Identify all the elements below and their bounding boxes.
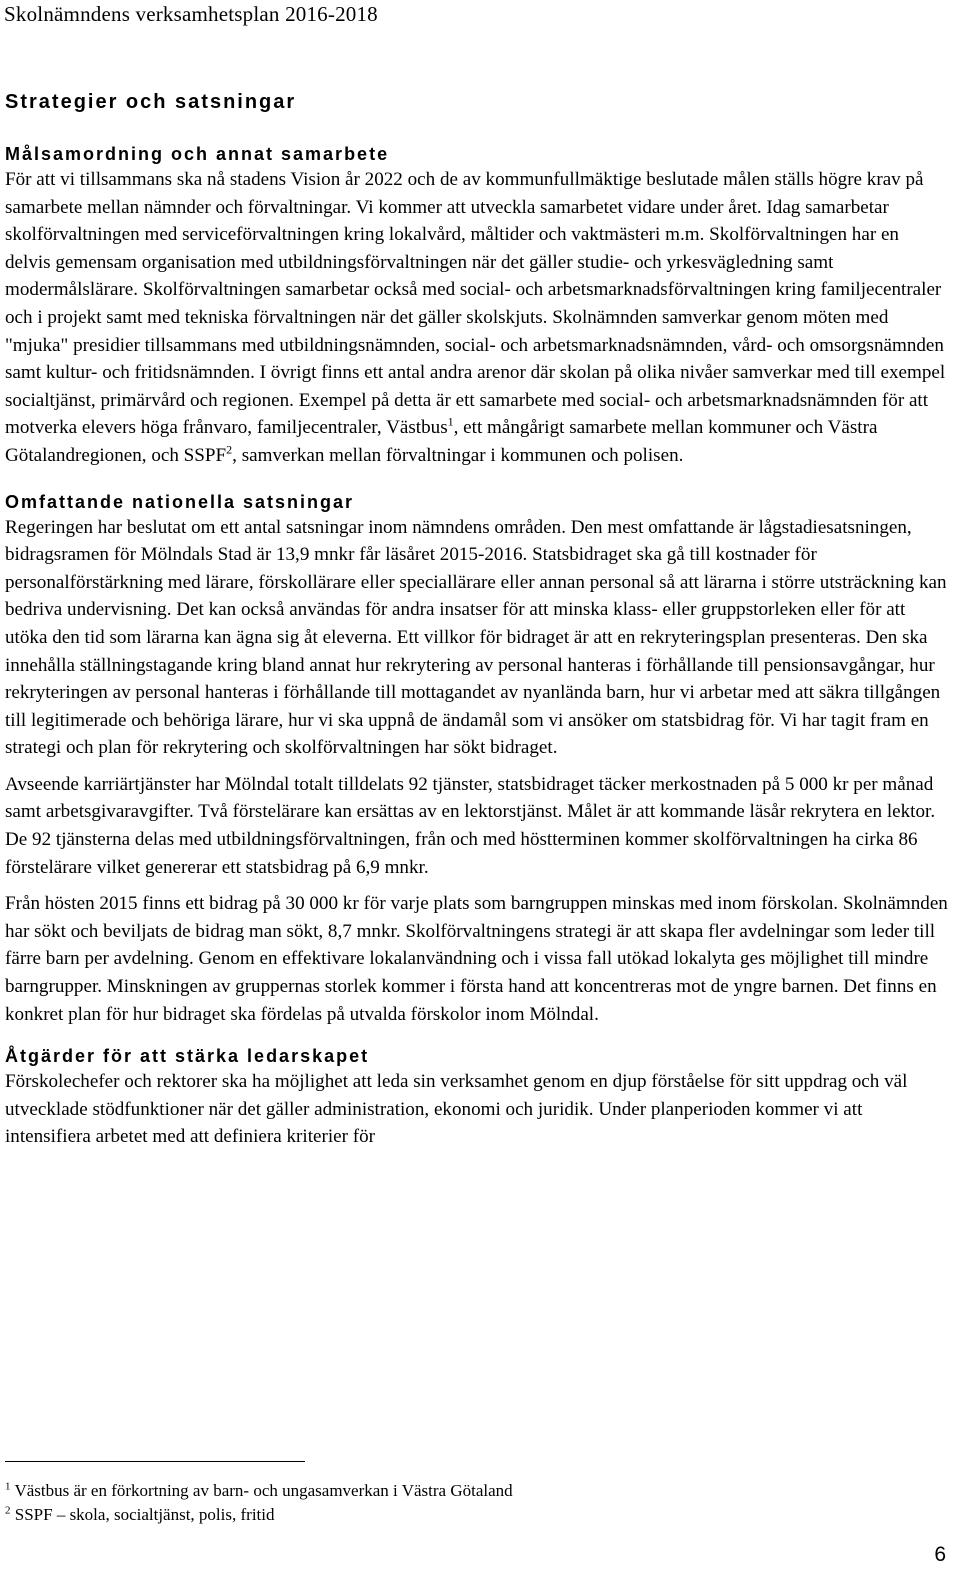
subheading-ledarskap: Åtgärder för att stärka ledarskapet — [5, 1046, 370, 1067]
subheading-nationella-satsningar: Omfattande nationella satsningar — [5, 491, 355, 512]
paragraph-lagstadiesatsning: Regeringen har beslutat om ett antal satsningar inom nämndens områden. Den mest omfattande är lågstadiesatsningen, bidragsramen för Mölndals Stad är 13,9 mnkr får läsåret 2015-2016. Statsbidraget ska gå till kostnader för personalförstärkning med lärare, förskollärare eller speciallärare eller annan personal så att lärarna i större utsträckning kan bedriva undervisning. Det kan också användas för andra insatser för att minska klass- eller gruppstorleken eller för att utöka den tid som lärarna kan ägna sig åt eleverna. Ett villkor för bidraget är att en rekryteringsplan presenteras. Den ska innehålla ställningstagande kring bland annat hur rekrytering av personal hanteras i förhållande till pensionsavgångar, hur rekryteringen av personal hanteras i förhållande till mottagandet av nyanlända barn, hur vi arbetar med att säkra tillgången till legitimerade och behöriga lärare, hur vi ska uppnå de ändamål som vi ansöker om statsbidrag för. Vi har tagit fram en strategi och plan för rekrytering och skolförvaltningen har sökt bidraget. — [5, 516, 947, 759]
paragraph-text: , ett mångårigt samarbete mellan kommuner och Västra Götalandregionen, och SSPF — [5, 417, 878, 466]
page-number: 6 — [934, 1543, 946, 1566]
paragraph-text: För att vi tillsammans ska nå stadens Vision år 2022 och de av kommunfullmäktige beslutade målen ställs högre krav på samarbete mellan nämnder och förvaltningar. Vi kommer att utveckla samarbetet vidare under året. Idag samarbetar skolförvaltningen med serviceförvaltningen kring lokalvård, måltider och vaktmästeri m.m. Skolförvaltningen har en delvis gemensam organisation med utbildningsförvaltningen när det gäller studie- och yrkesvägledning samt modermålslärare. Skolförvaltningen samarbetar också med social- och arbetsmarknadsförvaltningen kring familjecentraler och i projekt samt med tekniska förvaltningen när det gäller skolskjuts. Skolnämnden samverkar genom möten med "mjuka" presidier tillsammans med utbildningsnämnden, social- och arbetsmarknadsnämnden, vård- och omsorgsnämnden samt kultur- och fritidsnämnden. I övrigt finns ett antal andra arenor där skolan på olika nivåer samverkar med till exempel socialtjänst, primärvård och regionen. Exempel på detta är ett samarbete med social- och arbetsmarknadsnämnden för att motverka elevers höga frånvaro, familjecentraler, Västbus — [5, 169, 946, 439]
main-content — [5, 90, 949, 1151]
paragraph-ledarskap: Förskolechefer och rektorer ska ha möjlighet att leda sin verksamhet genom en djup förståelse för sitt uppdrag och väl utvecklade stödfunktioner när det gäller administration, ekonomi och juridik. Under planperioden kommer vi att intensifiera arbetet med att definiera kriterier för — [5, 1071, 908, 1148]
footnote-ref-1: 1 — [447, 414, 454, 429]
paragraph-malsamordning — [5, 166, 949, 470]
paragraph-forskola-bidrag: Från hösten 2015 finns ett bidrag på 30 000 kr för varje plats som barngruppen minskas med inom förskolan. Skolnämnden har sökt och beviljats de bidrag man sökt, 8,7 mnkr. Skolförvaltningens strategi är att skapa fler avdelningar som leder till färre barn per avdelning. Genom en effektivare lokalanvändning och i vissa fall utökad lokalyta ges möjlighet till mindre barngrupper. Minskningen av gruppernas storlek kommer i första hand att koncentreras mot de yngre barnen. Det finns en konkret plan för hur bidraget ska fördelas på utvalda förskolor inom Mölndal. — [5, 893, 948, 1025]
footnote-text: SSPF – skola, socialtjänst, polis, fritid — [14, 1505, 275, 1524]
footnote-text: Västbus är en förkortning av barn- och ungasamverkan i Västra Götaland — [14, 1481, 513, 1500]
footnote-number: 1 — [5, 1480, 11, 1493]
footnotes — [5, 1479, 513, 1527]
footnote-2 — [5, 1503, 513, 1527]
paragraph-text: , samverkan mellan förvaltningar i kommunen och polisen. — [232, 444, 684, 466]
footnote-1 — [5, 1479, 513, 1503]
footnote-ref-2: 2 — [226, 442, 233, 457]
footnote-number: 2 — [5, 1504, 11, 1517]
section-title: Strategier och satsningar — [5, 91, 297, 113]
paragraph-karriartjanster: Avseende karriärtjänster har Mölndal totalt tilldelats 92 tjänster, statsbidraget täcker merkostnaden på 5 000 kr per månad samt arbetsgivaravgifter. Två förstelärare kan ersättas av en lektorstjänst. Målet är att kommande läsår rekrytera en lektor. De 92 tjänsterna delas med utbildningsförvaltningen, från och med höstterminen kommer skolförvaltningen ha cirka 86 förstelärare vilket genererar ett statsbidrag på 6,9 mnkr. — [5, 773, 936, 878]
footnote-divider — [5, 1461, 305, 1462]
subheading-malsamordning: Målsamordning och annat samarbete — [5, 144, 390, 164]
running-header: Skolnämndens verksamhetsplan 2016-2018 — [4, 2, 378, 26]
